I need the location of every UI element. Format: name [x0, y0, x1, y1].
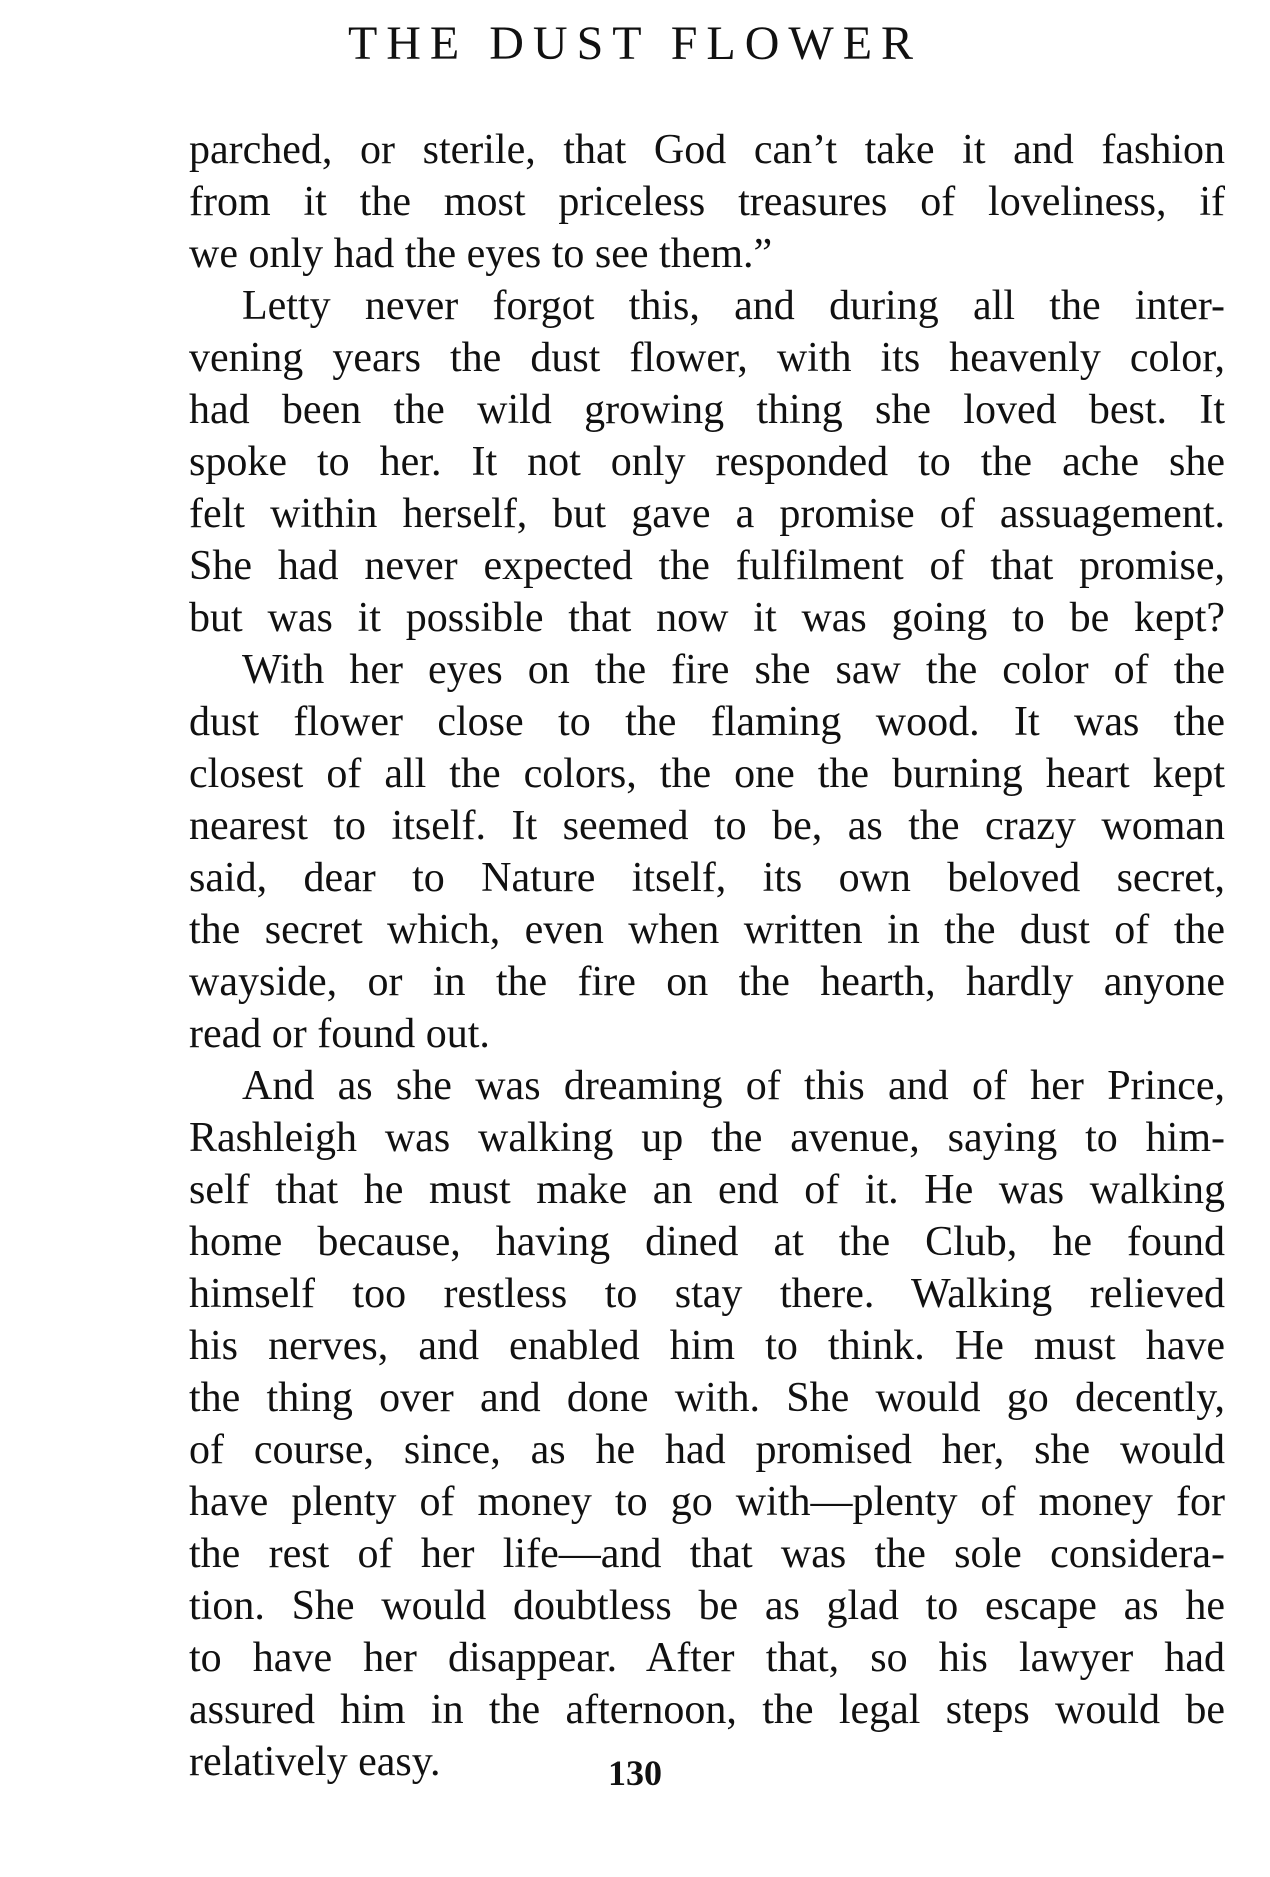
text-line: from it the most priceless treasures of loveliness, if	[189, 179, 1225, 225]
text-line: have plenty of money to go with—plenty of money for	[189, 1479, 1225, 1525]
text-line: closest of all the colors, the one the burning heart kept	[189, 751, 1225, 797]
text-line: vening years the dust flower, with its heavenly color,	[189, 335, 1225, 381]
text-line: but was it possible that now it was going to be kept?	[189, 595, 1225, 641]
text-line: Letty never forgot this, and during all the inter-	[242, 283, 1225, 329]
text-line: home because, having dined at the Club, he found	[189, 1219, 1225, 1265]
text-line: the secret which, even when written in the dust of the	[189, 907, 1225, 953]
text-line: had been the wild growing thing she loved best. It	[189, 387, 1225, 433]
text-line: himself too restless to stay there. Walking relieved	[189, 1271, 1225, 1317]
text-line: spoke to her. It not only responded to the ache she	[189, 439, 1225, 485]
text-line: the thing over and done with. She would go decently,	[189, 1375, 1225, 1421]
running-head: THE DUST FLOWER	[347, 17, 923, 70]
text-line: relatively easy.	[189, 1739, 441, 1785]
body-text	[189, 124, 1225, 1788]
text-line: of course, since, as he had promised her, she would	[189, 1427, 1225, 1473]
text-line: self that he must make an end of it. He was walking	[189, 1167, 1225, 1213]
text-line: assured him in the afternoon, the legal steps would be	[189, 1687, 1225, 1733]
text-line: She had never expected the fulfilment of that promise,	[189, 543, 1225, 589]
text-line: wayside, or in the fire on the hearth, hardly anyone	[189, 959, 1225, 1005]
text-line: dust flower close to the flaming wood. It was the	[189, 699, 1225, 745]
text-line: felt within herself, but gave a promise of assuagement.	[189, 491, 1225, 537]
text-line: With her eyes on the fire she saw the color of the	[242, 647, 1225, 693]
text-line: read or found out.	[189, 1011, 490, 1057]
text-line: we only had the eyes to see them.”	[189, 231, 773, 277]
text-line: to have her disappear. After that, so his lawyer had	[189, 1635, 1225, 1681]
text-line: And as she was dreaming of this and of her Prince,	[242, 1063, 1225, 1109]
page-number: 130	[608, 1753, 662, 1793]
text-line: Rashleigh was walking up the avenue, saying to him-	[189, 1115, 1225, 1161]
text-line: said, dear to Nature itself, its own beloved secret,	[189, 855, 1225, 901]
text-line: tion. She would doubtless be as glad to escape as he	[189, 1583, 1225, 1629]
text-line: parched, or sterile, that God can’t take it and fashion	[189, 127, 1225, 173]
text-line: his nerves, and enabled him to think. He must have	[189, 1323, 1225, 1369]
text-line: the rest of her life—and that was the sole considera-	[189, 1531, 1225, 1577]
text-line: nearest to itself. It seemed to be, as the crazy woman	[189, 803, 1225, 849]
